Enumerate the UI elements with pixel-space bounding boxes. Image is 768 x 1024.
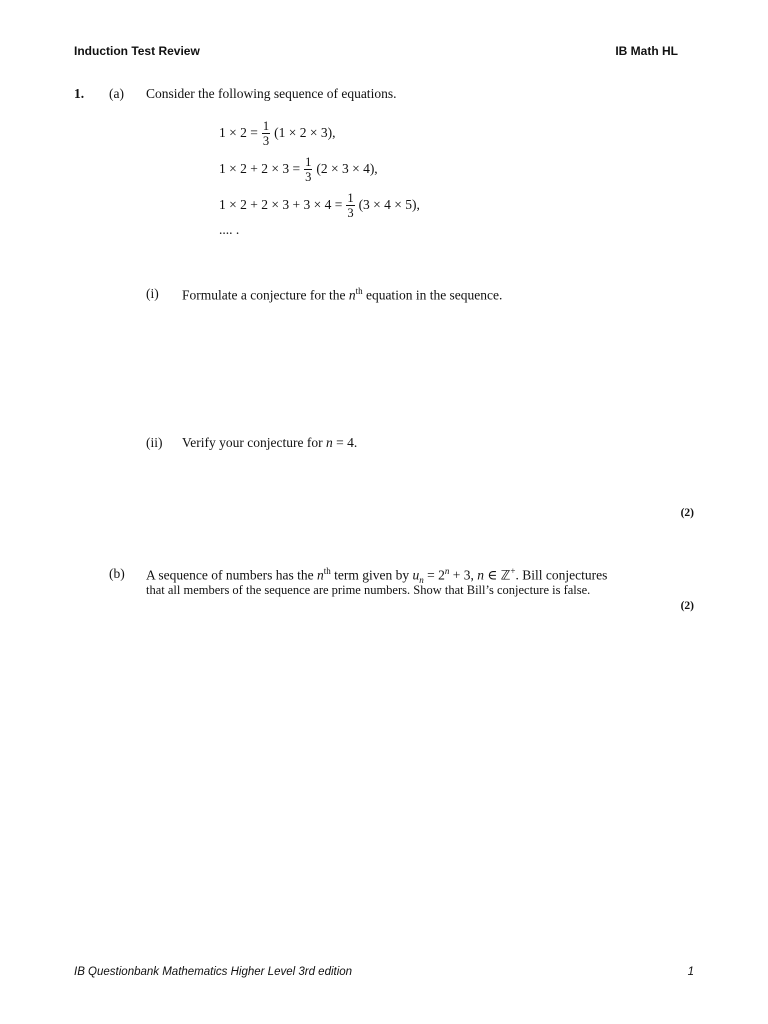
sub-i-text: Formulate a conjecture for the $n^{th}$ equation in the sequence. [182,286,503,303]
fraction-numerator: 1 [347,190,354,205]
equation-2-rhs: (2 × 3 × 4), [316,161,378,176]
equation-2-fraction [304,155,312,184]
fraction-denominator: 3 [262,133,270,148]
equation-3-rhs: (3 × 4 × 5), [358,197,420,212]
part-b-text-line1: A sequence of numbers has the $n^{th}$ term given by $u_n = 2^n + 3$, n ∈ ℤ+. Bill conjectures [146,566,608,586]
sequence-ellipsis: .... . [219,222,240,237]
header-title: Induction Test Review [74,44,200,58]
footer-source: IB Questionbank Mathematics Higher Level 3rd edition [74,966,353,978]
part-a-intro: Consider the following sequence of equations. [146,86,397,101]
equation-2-lhs: 1 × 2 + 2 × 3 = [219,161,301,176]
part-b-label: (b) [109,566,125,581]
part-a-marks: (2) [680,507,694,519]
fraction-numerator: 1 [262,118,270,133]
footer-page-number: 1 [687,966,694,978]
equation-3-lhs: 1 × 2 + 2 × 3 + 3 × 4 = [219,197,343,212]
part-a-label: (a) [109,86,124,101]
integer-set-symbol: ℤ [500,568,511,584]
sub-ii-label: (ii) [146,435,163,450]
question-number: 1. [74,86,85,101]
equation-3-fraction [346,191,354,220]
header-course: IB Math HL [615,44,678,58]
sub-ii-text: Verify your conjecture for n = 4. [182,435,358,450]
equation-1 [219,117,335,149]
fraction-denominator: 3 [347,205,354,220]
sub-i-label: (i) [146,286,159,301]
fraction-numerator: 1 [305,154,312,169]
equation-1-fraction [262,119,270,148]
fraction-denominator: 3 [305,169,312,184]
part-b-marks: (2) [680,600,694,612]
equation-3 [219,189,420,221]
equation-1-rhs: (1 × 2 × 3), [274,125,336,140]
equation-2 [219,153,378,185]
part-b-text-line2: that all members of the sequence are prime numbers. Show that Bill’s conjecture is false. [146,583,591,597]
equation-1-lhs: 1 × 2 = [219,125,258,140]
